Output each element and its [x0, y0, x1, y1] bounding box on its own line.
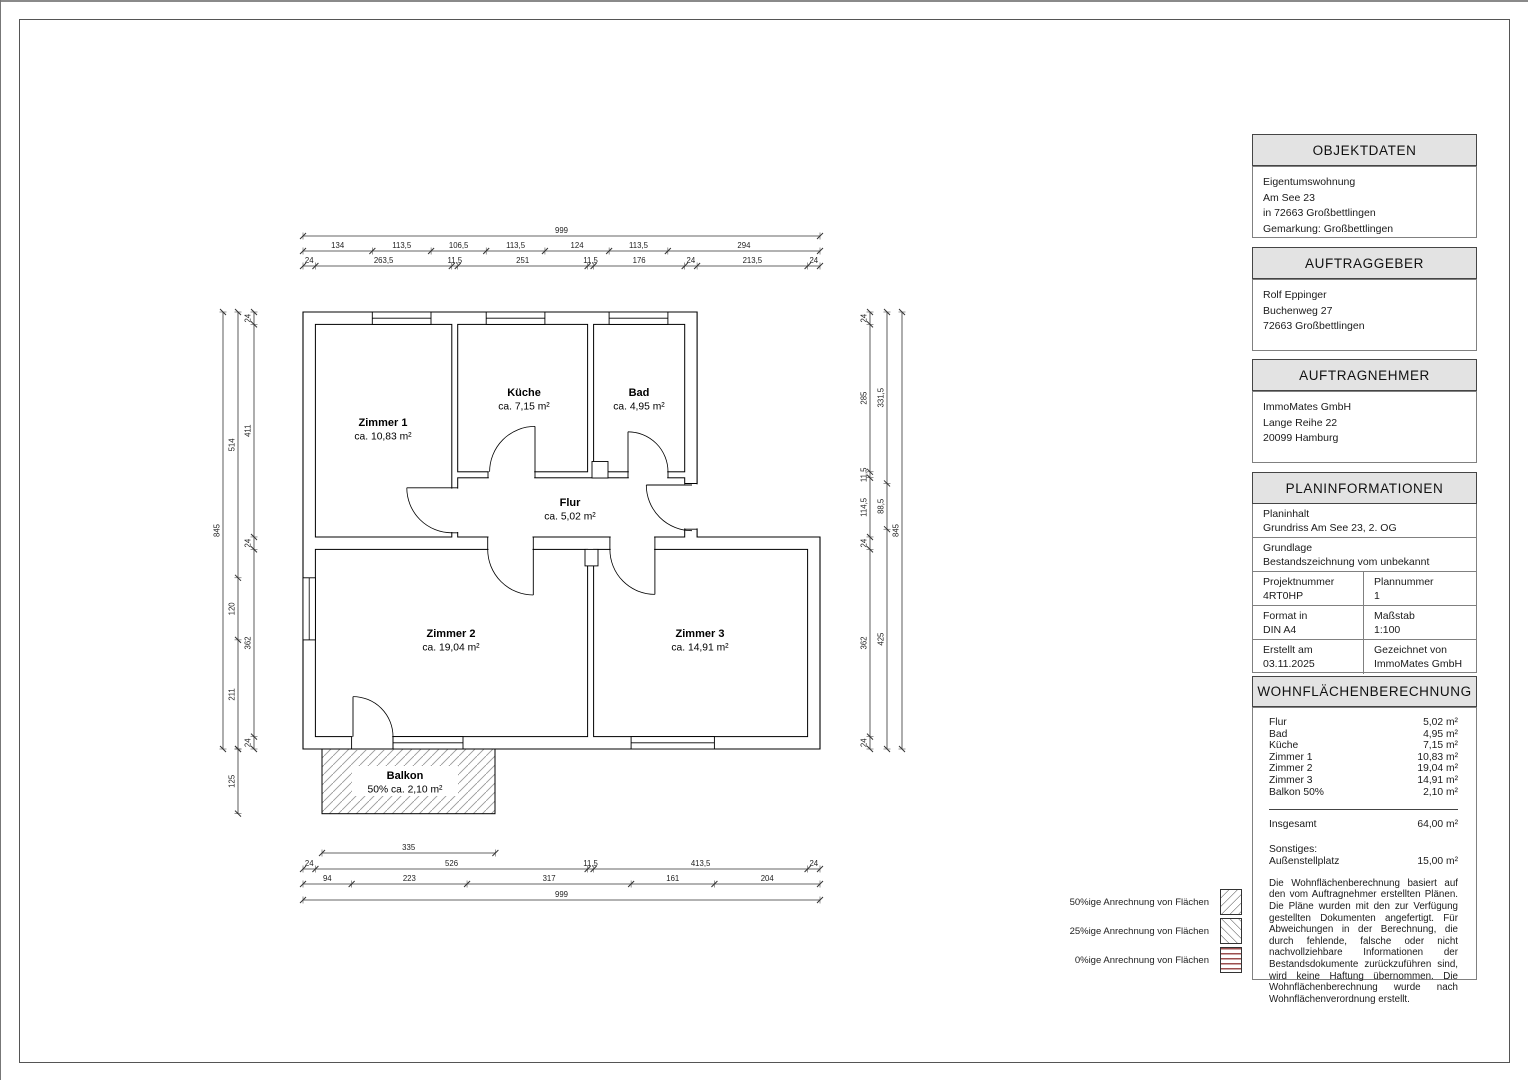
- total-value: 64,00 m²: [1417, 819, 1458, 831]
- field-label: Format in: [1263, 610, 1308, 622]
- area-room-label: Zimmer 1: [1269, 751, 1313, 763]
- dim-label: 113,5: [392, 241, 412, 250]
- divider: [1269, 809, 1458, 810]
- room-area: ca. 14,91 m²: [671, 642, 729, 654]
- dim-label: 11,5: [583, 256, 598, 265]
- panel-title-text: AUFTRAGGEBER: [1305, 255, 1424, 271]
- room-area: ca. 10,83 m²: [354, 431, 412, 443]
- planinfo-projektnummer: [1253, 572, 1363, 606]
- panel-wohnflaechenberechnung: [1252, 676, 1477, 1005]
- legend-row: [1069, 918, 1242, 944]
- area-row: [1269, 787, 1458, 799]
- planinfo-erstellt-am: [1253, 640, 1363, 674]
- hatch-legend: [1069, 889, 1242, 976]
- room-area: ca. 4,95 m²: [613, 401, 665, 413]
- dim-label: 24: [243, 538, 253, 548]
- wall-niche: [592, 462, 608, 479]
- area-row: [1269, 717, 1458, 729]
- room-area: 50% ca. 2,10 m²: [367, 784, 443, 796]
- dim-label: 335: [402, 843, 416, 852]
- legend-swatch-diag-down: [1220, 918, 1242, 944]
- area-room-value: 15,00 m²: [1417, 856, 1458, 868]
- legend-swatch-horizontal: [1220, 947, 1242, 973]
- planinfo-planinhalt: [1252, 504, 1477, 538]
- area-room-label: Küche: [1269, 740, 1299, 752]
- field-label: Gezeichnet von: [1374, 644, 1447, 656]
- area-room-value: 14,91 m²: [1417, 774, 1458, 786]
- area-room-value: 10,83 m²: [1417, 751, 1458, 763]
- panel-title-text: WOHNFLÄCHENBERECHNUNG: [1257, 684, 1472, 699]
- dim-label: 204: [760, 874, 774, 883]
- dim-label: 88,5: [876, 498, 886, 514]
- panel-auftragnehmer: [1252, 359, 1477, 463]
- panel-wohnflaechenberechnung-title: [1252, 676, 1477, 707]
- room-area: ca. 19,04 m²: [422, 642, 480, 654]
- planinfo-massstab: [1363, 606, 1476, 640]
- dim-label: 114,5: [859, 497, 869, 517]
- sonstiges-list: [1269, 856, 1458, 868]
- area-room-value: 19,04 m²: [1417, 763, 1458, 775]
- text-line: 72663 Großbettlingen: [1263, 320, 1365, 332]
- area-room-label: Zimmer 3: [1269, 774, 1313, 786]
- panel-objektdaten: [1252, 134, 1477, 238]
- dim-label: 24: [243, 313, 253, 323]
- area-list: [1269, 717, 1458, 798]
- field-value: ImmoMates GmbH: [1374, 658, 1463, 670]
- dim-label: 124: [570, 241, 584, 250]
- panel-planinformationen-title: [1252, 472, 1477, 504]
- planinfo-row-format: [1252, 606, 1477, 640]
- area-room-value: 5,02 m²: [1423, 717, 1458, 728]
- room-name: Bad: [628, 387, 650, 399]
- dim-label: 113,5: [506, 241, 526, 250]
- dim-label: 24: [859, 538, 869, 548]
- area-room-label: Außenstellplatz: [1269, 856, 1340, 868]
- dim-label: 285: [859, 391, 869, 405]
- dim-label: 24: [304, 859, 314, 868]
- room-name: Zimmer 2: [426, 628, 476, 640]
- room-area: ca. 7,15 m²: [498, 401, 550, 413]
- dim-label: 106,5: [448, 241, 469, 250]
- area-room-value: 2,10 m²: [1423, 786, 1458, 798]
- text-line: Eigentumswohnung: [1263, 176, 1356, 188]
- sonstiges-label: Sonstiges:: [1269, 844, 1318, 856]
- dim-label: 11,5: [859, 467, 869, 483]
- area-room-label: Zimmer 2: [1269, 763, 1313, 775]
- dim-label: 24: [809, 859, 819, 868]
- dim-label: 161: [666, 874, 680, 883]
- panel-auftraggeber-body: [1252, 279, 1477, 351]
- disclaimer-text: Die Wohnflächenberechnung basiert auf den vom Auftragnehmer erstellten Plänen. Die Pläne wurden mit den zur Verfügung gestellten Dokumenten angefertigt. Für Abweichungen in der Berechnung, die durch fehlende, falsche oder nicht nachvollziehbare Informationen der Bestandsdokumente zurückzuführen sind, wird keine Haftung übernommen. Die Wohnflächenberechnung wurde nach Wohnflächenverordnung erstellt.: [1269, 877, 1458, 1005]
- text-line: Buchenweg 27: [1263, 304, 1333, 317]
- field-value: 4RT0HP: [1263, 590, 1304, 602]
- field-label: Projektnummer: [1263, 576, 1335, 588]
- dim-label: 251: [516, 256, 530, 265]
- area-row: [1269, 752, 1458, 764]
- panel-auftraggeber: [1252, 247, 1477, 351]
- wohnflaeche-body: [1252, 707, 1477, 1005]
- dim-label: 211: [227, 688, 237, 701]
- legend-label: 0%ige Anrechnung von Flächen: [1074, 954, 1209, 966]
- planinfo-plannummer: [1363, 572, 1476, 606]
- dim-label: 11,5: [583, 859, 598, 868]
- dim-label: 413,5: [690, 859, 711, 868]
- field-label: Planinhalt: [1263, 508, 1310, 520]
- dim-label: 24: [686, 256, 696, 265]
- panel-auftraggeber-title: [1252, 247, 1477, 279]
- door-opening: [451, 489, 459, 532]
- field-value: Grundriss Am See 23, 2. OG: [1263, 522, 1397, 534]
- dim-label: 176: [632, 256, 646, 265]
- area-room-label: Balkon 50%: [1269, 786, 1324, 798]
- text-line: Gemarkung: Großbettlingen: [1263, 222, 1394, 235]
- dim-label: 526: [445, 859, 459, 868]
- panel-objektdaten-body: [1252, 166, 1477, 238]
- panel-title-text: OBJEKTDATEN: [1312, 142, 1417, 158]
- door-opening: [489, 536, 533, 550]
- text-line: 20099 Hamburg: [1263, 432, 1339, 444]
- dim-label: 24: [859, 738, 869, 748]
- room-name: Küche: [507, 387, 541, 399]
- dim-label: 514: [227, 438, 237, 452]
- text-line: ImmoMates GmbH: [1263, 401, 1352, 413]
- area-room-label: Flur: [1269, 717, 1287, 728]
- dim-label: 362: [243, 636, 253, 650]
- dim-label: 294: [737, 241, 751, 250]
- area-row: [1269, 775, 1458, 787]
- legend-swatch-diag-up: [1220, 889, 1242, 915]
- dim-label: 317: [542, 874, 556, 883]
- legend-label: 25%ige Anrechnung von Flächen: [1069, 925, 1209, 937]
- legend-row: [1069, 889, 1242, 915]
- planinfo-row-erstellt: [1252, 640, 1477, 673]
- total-label: Insgesamt: [1269, 819, 1317, 831]
- door-opening: [684, 484, 698, 528]
- door-opening: [352, 736, 392, 750]
- dim-label: 263,5: [373, 256, 394, 265]
- dim-label: 94: [322, 874, 332, 883]
- dim-label: 24: [809, 256, 819, 265]
- panel-objektdaten-title: [1252, 134, 1477, 166]
- door-opening: [489, 471, 534, 479]
- area-row: [1269, 856, 1458, 868]
- dim-label: 120: [227, 602, 237, 616]
- area-room-value: 4,95 m²: [1423, 728, 1458, 740]
- panel-title-text: PLANINFORMATIONEN: [1285, 480, 1444, 496]
- dim-label: 24: [243, 738, 253, 748]
- dim-label: 425: [876, 632, 886, 646]
- dim-label: 411: [243, 424, 253, 437]
- room-area: ca. 5,02 m²: [544, 511, 596, 523]
- legend-row: [1072, 947, 1242, 973]
- dim-label: 125: [227, 774, 237, 788]
- dim-label: 845: [891, 523, 901, 538]
- dim-label: 213,5: [742, 256, 763, 265]
- dim-label: 362: [859, 636, 869, 650]
- panel-planinformationen: [1252, 472, 1477, 673]
- field-label: Erstellt am: [1263, 644, 1313, 656]
- field-value: Bestandszeichnung vom unbekannt: [1263, 556, 1430, 568]
- dim-label: 11,5: [447, 256, 463, 265]
- panel-auftragnehmer-body: [1252, 391, 1477, 463]
- dim-label: 113,5: [629, 241, 648, 250]
- dim-label: 845: [212, 523, 222, 538]
- text-line: Rolf Eppinger: [1263, 289, 1327, 301]
- field-label: Maßstab: [1374, 610, 1415, 622]
- area-room-label: Bad: [1269, 728, 1288, 740]
- dim-label: 331,5: [876, 387, 886, 408]
- door-opening: [611, 536, 654, 550]
- text-line: in 72663 Großbettlingen: [1263, 207, 1376, 219]
- field-label: Grundlage: [1263, 542, 1313, 554]
- field-label: Plannummer: [1374, 576, 1434, 588]
- field-value: 1: [1374, 590, 1380, 602]
- room-name: Flur: [559, 497, 581, 509]
- room-name: Zimmer 3: [675, 628, 725, 640]
- room-name: Zimmer 1: [358, 417, 408, 429]
- field-value: 1:100: [1374, 624, 1401, 636]
- text-line: Lange Reihe 22: [1263, 416, 1338, 429]
- planinfo-format: [1253, 606, 1363, 640]
- planinfo-row-projekt: [1252, 572, 1477, 606]
- field-value: 03.11.2025: [1263, 658, 1315, 670]
- text-line: Am See 23: [1263, 191, 1315, 204]
- dim-label: 24: [859, 313, 869, 323]
- field-value: DIN A4: [1263, 624, 1297, 636]
- dim-label: 999: [554, 890, 569, 899]
- dim-label: 999: [554, 226, 569, 235]
- dim-label: 223: [402, 874, 416, 883]
- dim-label: 24: [304, 256, 314, 265]
- area-room-value: 7,15 m²: [1423, 740, 1458, 752]
- legend-label: 50%ige Anrechnung von Flächen: [1069, 896, 1209, 908]
- panel-title-text: AUFTRAGNEHMER: [1299, 367, 1430, 383]
- dim-label: 134: [331, 241, 345, 250]
- wall-niche: [585, 549, 598, 566]
- planinfo-grundlage: [1252, 538, 1477, 572]
- room-name: Balkon: [386, 770, 424, 782]
- area-row: [1269, 763, 1458, 775]
- area-row: [1269, 740, 1458, 752]
- door-opening: [629, 471, 667, 479]
- planinfo-gezeichnet-von: [1363, 640, 1476, 674]
- walls-and-openings: [303, 312, 820, 814]
- area-total-row: [1269, 819, 1458, 831]
- area-row: [1269, 729, 1458, 741]
- panel-auftragnehmer-title: [1252, 359, 1477, 391]
